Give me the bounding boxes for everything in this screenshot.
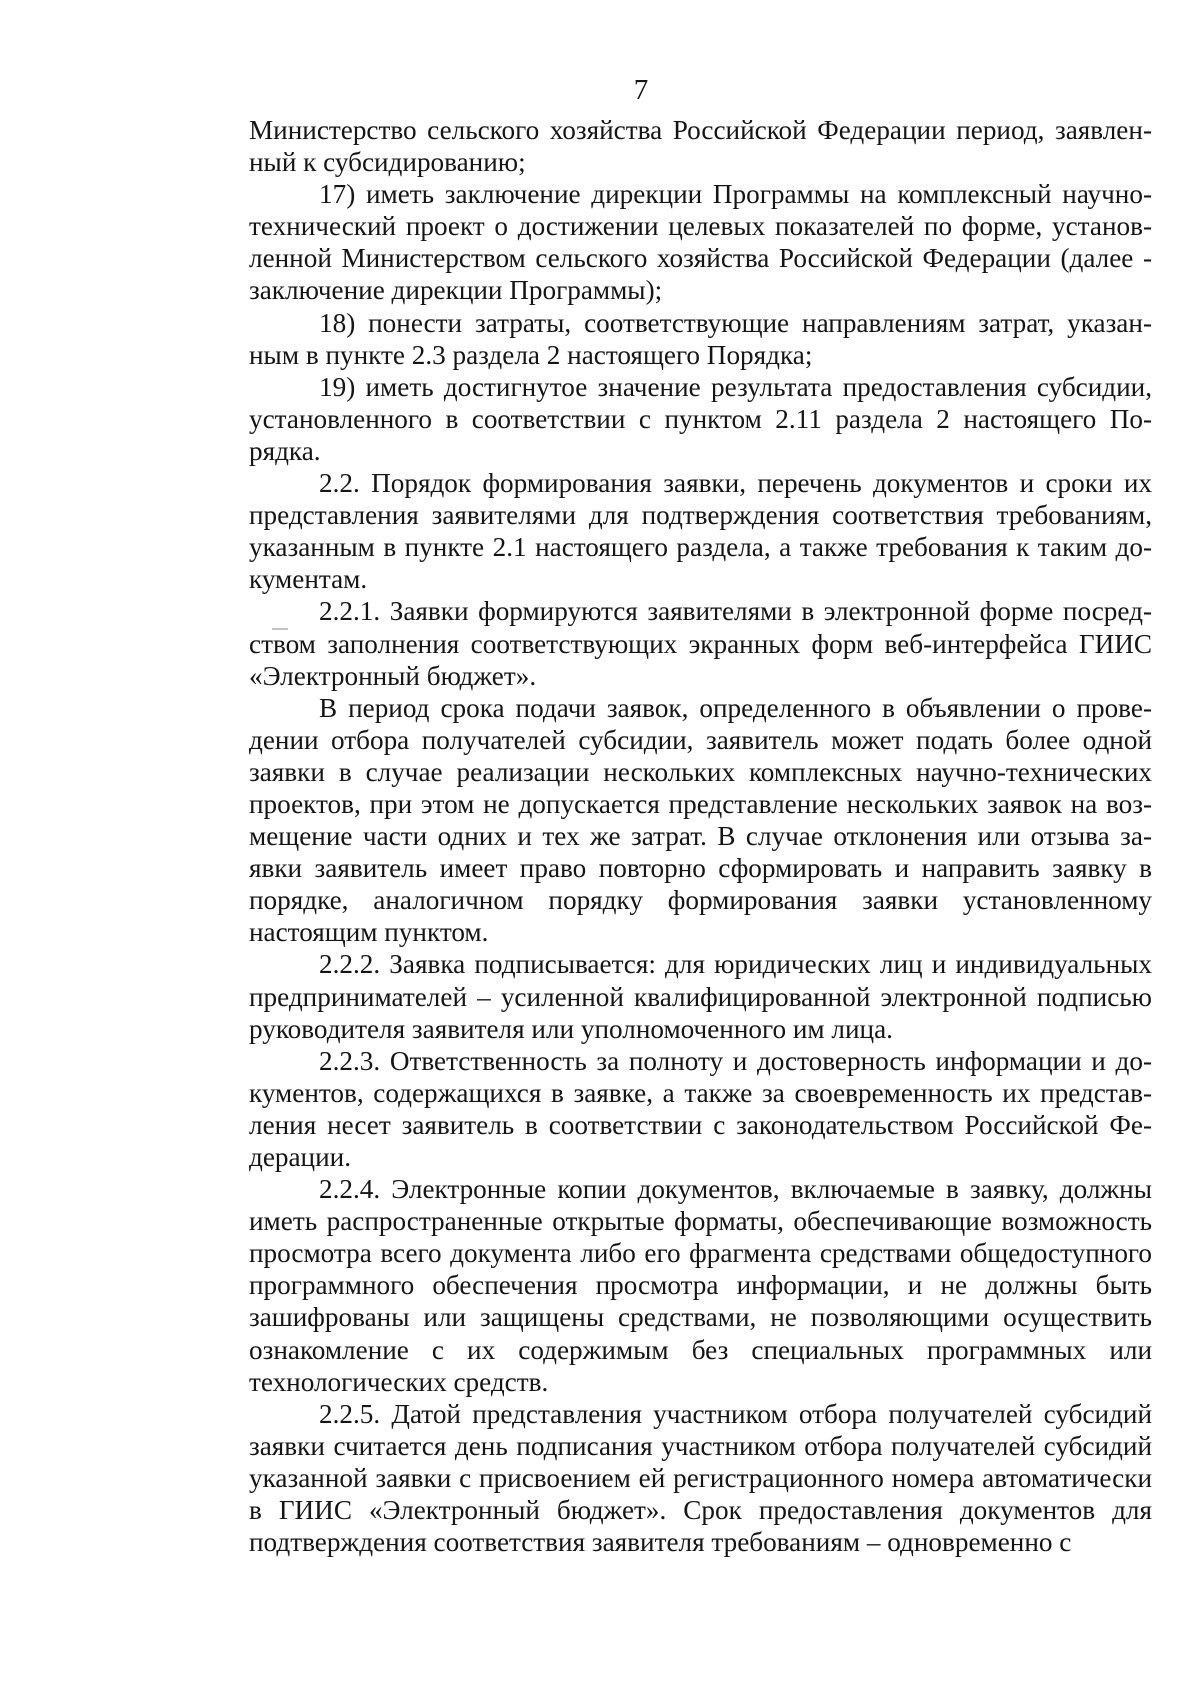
paragraph-section-2-2-1: 2.2.1. Заявки формируются заявителями в электронной форме посредством заполнения соответствующих экранных форм веб-интерфейса ГИИС «Электронный бюджет».	[249, 596, 1152, 691]
paragraph-continuation: Министерство сельского хозяйства Российской Федерации период, заявленный к субсидированию;	[249, 115, 1152, 178]
paragraph-section-2-2: 2.2. Порядок формирования заявки, перечень документов и сроки их представления заявителями для подтверждения соответствия требованиям, указанным в пункте 2.1 настоящего раздела, а также требования к таким документам.	[249, 468, 1152, 595]
paragraph-section-2-2-4: 2.2.4. Электронные копии документов, включаемые в заявку, должны иметь распространенные открытые форматы, обеспечивающие возможность просмотра всего документа либо его фрагмента средствами общедоступного программного обеспечения просмотра информации, и не должны быть зашифрованы или защищены средствами, не позволяющими осуществить ознакомление с их содержимым без специальных программных или технологических средств.	[249, 1174, 1152, 1397]
page-number: 7	[633, 74, 649, 106]
paragraph-item-18: 18) понести затраты, соответствующие направлениям затрат, указанным в пункте 2.3 раздела 2 настоящего Порядка;	[249, 307, 1152, 370]
paragraph-section-2-2-2: 2.2.2. Заявка подписывается: для юридических лиц и индивидуальных предпринимателей – усиленной квалифицированной электронной подписью руководителя заявителя или уполномоченного им лица.	[249, 949, 1152, 1044]
document-body	[249, 114, 1152, 1558]
paragraph-item-19: 19) иметь достигнутое значение результата предоставления субсидии, установленного в соответствии с пунктом 2.11 раздела 2 настоящего Порядка.	[249, 371, 1152, 466]
paragraph-submission-period: В период срока подачи заявок, определенного в объявлении о проведении отбора получателей субсидии, заявитель может подать более одной заявки в случае реализации нескольких комплексных научно-технических проектов, при этом не допускается представление нескольких заявок на возмещение части одних и тех же затрат. В случае отклонения или отзыва заявки заявитель имеет право повторно сформировать и направить заявку в порядке, аналогичном порядку формирования заявки установленному настоящим пунктом.	[249, 692, 1152, 948]
paragraph-item-17: 17) иметь заключение дирекции Программы на комплексный научно-технический проект о достижении целевых показателей по форме, установленной Министерством сельского хозяйства Российской Федерации (далее - заключение дирекции Программы);	[249, 179, 1152, 306]
paragraph-section-2-2-5: 2.2.5. Датой представления участником отбора получателей субсидий заявки считается день подписания участником отбора получателей субсидий указанной заявки с присвоением ей регистрационного номера автоматически в ГИИС «Электронный бюджет». Срок предоставления документов для подтверждения соответствия заявителя требованиям – одновременно с	[249, 1398, 1152, 1558]
paragraph-section-2-2-3: 2.2.3. Ответственность за полноту и достоверность информации и документов, содержащихся в заявке, а также за своевременность их представления несет заявитель в соответствии с законодательством Российской Федерации.	[249, 1045, 1152, 1172]
